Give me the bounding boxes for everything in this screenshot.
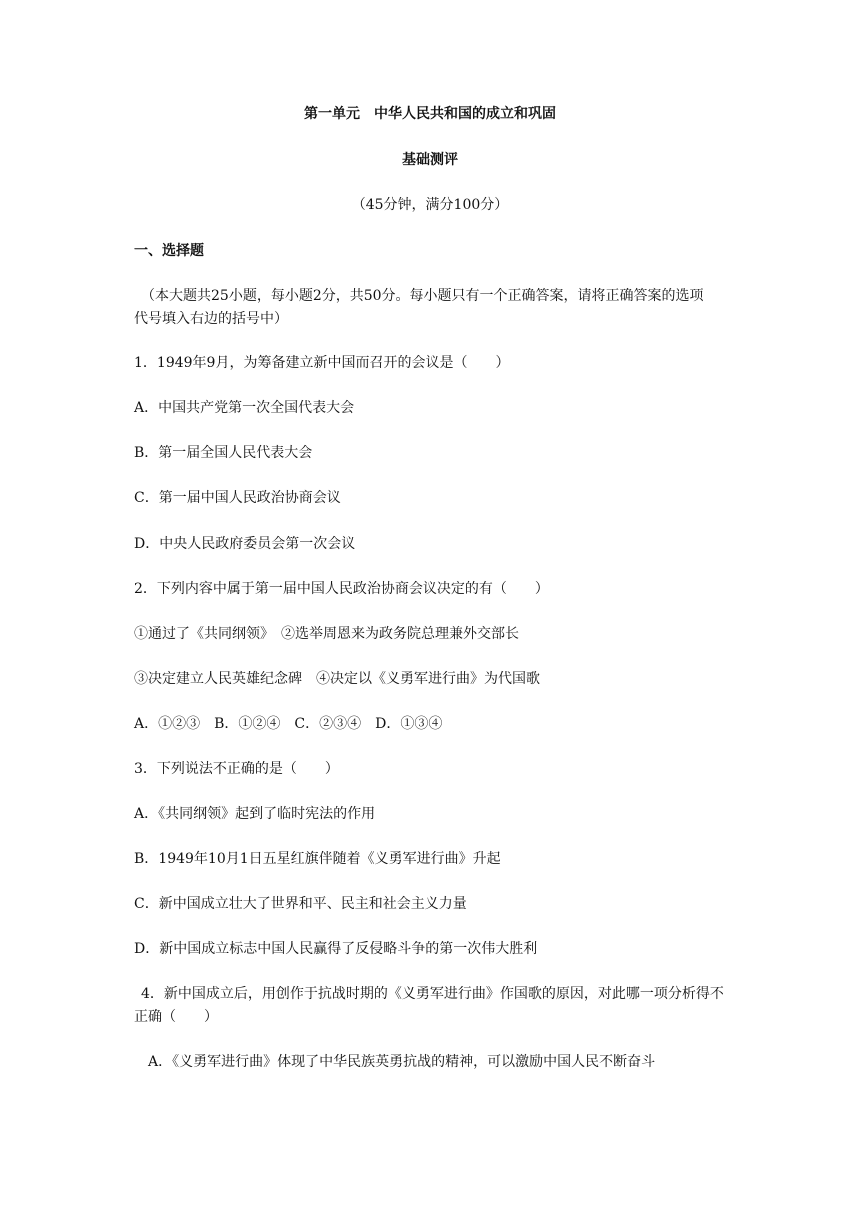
question-1-option-a: A．中国共产党第一次全国代表大会	[134, 400, 355, 416]
question-2-item-line-1: ①通过了《共同纲领》 ②选举周恩来为政务院总理兼外交部长	[134, 626, 519, 642]
page-title: 第一单元 中华人民共和国的成立和巩固	[304, 106, 556, 122]
time-note: （45分钟，满分100分）	[351, 197, 509, 213]
question-2-stem: 2．下列内容中属于第一届中国人民政治协商会议决定的有（ ）	[134, 581, 549, 597]
section-heading: 一、选择题	[134, 243, 204, 259]
question-1-option-c: C．第一届中国人民政治协商会议	[134, 490, 341, 506]
question-4-option-a: A．《义勇军进行曲》体现了中华民族英勇抗战的精神，可以激励中国人民不断奋斗	[148, 1054, 656, 1070]
question-3-option-a: A．《共同纲领》起到了临时宪法的作用	[134, 806, 376, 822]
instructions-line-1: （本大题共25小题，每小题2分，共50分。每小题只有一个正确答案，请将正确答案的选项	[141, 288, 704, 304]
question-3-option-d: D．新中国成立标志中国人民赢得了反侵略斗争的第一次伟大胜利	[134, 941, 538, 957]
question-3-option-b: B．1949年10月1日五星红旗伴随着《义勇军进行曲》升起	[134, 851, 501, 867]
page-subtitle: 基础测评	[402, 152, 458, 168]
question-1-option-d: D．中央人民政府委员会第一次会议	[134, 536, 356, 552]
question-1-stem: 1．1949年9月，为筹备建立新中国而召开的会议是（ ）	[134, 355, 510, 371]
question-3-stem: 3．下列说法不正确的是（ ）	[134, 761, 339, 777]
question-3-option-c: C．新中国成立壮大了世界和平、民主和社会主义力量	[134, 896, 467, 912]
instructions-line-2: 代号填入右边的括号中）	[134, 311, 288, 327]
question-2-item-line-2: ③决定建立人民英雄纪念碑 ④决定以《义勇军进行曲》为代国歌	[134, 671, 540, 687]
question-4-stem-line-2: 正确（ ）	[134, 1009, 218, 1025]
question-1-option-b: B．第一届全国人民代表大会	[134, 445, 313, 461]
question-2-options: A．①②③ B．①②④ C．②③④ D．①③④	[134, 716, 443, 732]
question-4-stem-line-1: 4．新中国成立后，用创作于抗战时期的《义勇军进行曲》作国歌的原因，对此哪一项分析得不	[141, 986, 724, 1002]
